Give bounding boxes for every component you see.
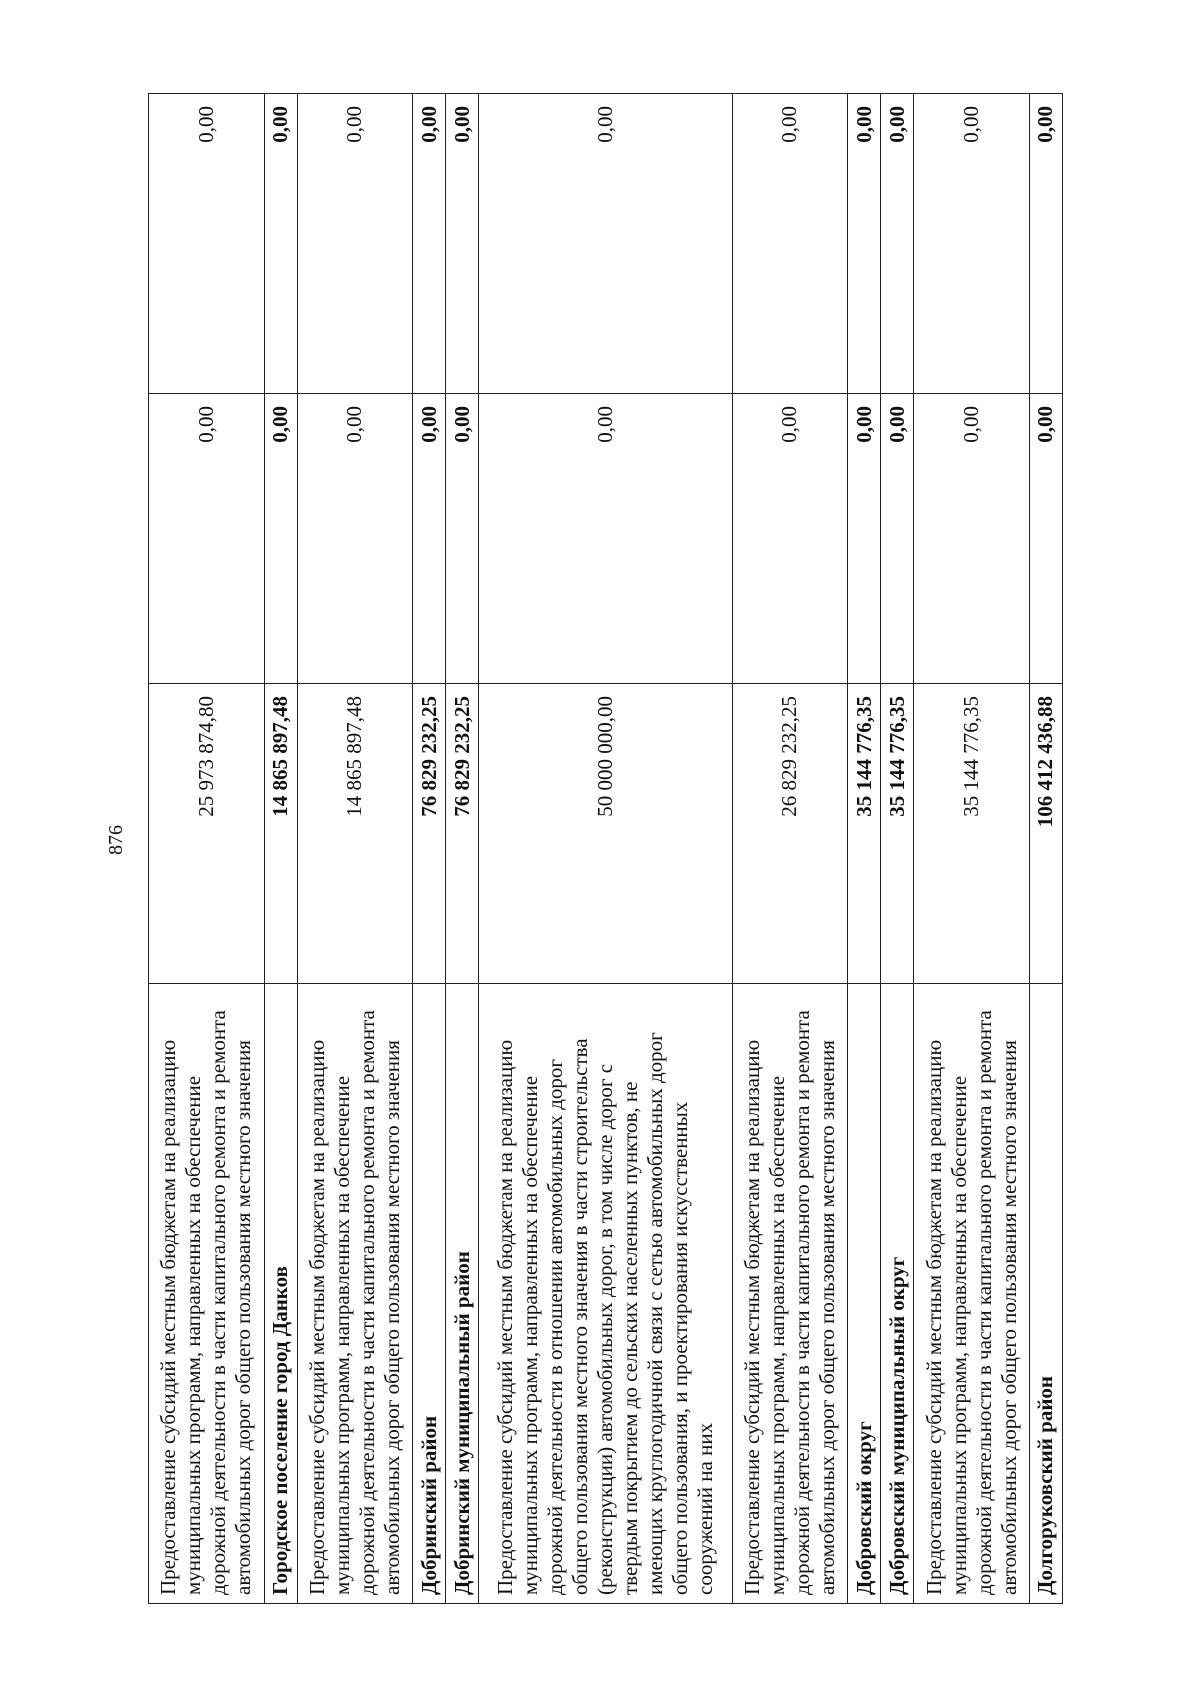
table-row: [297, 94, 413, 1604]
amount-cell-2: 0,00: [479, 394, 732, 684]
budget-table: [148, 93, 1063, 1604]
amount-cell-3: 0,00: [732, 94, 848, 394]
table-row: [149, 94, 265, 1604]
table-row: [848, 94, 881, 1604]
amount-cell-3: 0,00: [297, 94, 413, 394]
table-row: [446, 94, 479, 1604]
amount-cell-2: 0,00: [413, 394, 446, 684]
amount-cell-1: 106 412 436,88: [1029, 684, 1062, 984]
amount-cell-2: 0,00: [914, 394, 1030, 684]
amount-cell-1: 76 829 232,25: [446, 684, 479, 984]
row-name-cell: Добринский район: [413, 984, 446, 1604]
amount-cell-2: 0,00: [264, 394, 297, 684]
amount-cell-1: 35 144 776,35: [881, 684, 914, 984]
table-row: [413, 94, 446, 1604]
amount-cell-1: 14 865 897,48: [264, 684, 297, 984]
page-number: 876: [105, 825, 127, 855]
amount-cell-3: 0,00: [1029, 94, 1062, 394]
amount-cell-2: 0,00: [732, 394, 848, 684]
amount-cell-1: 35 144 776,35: [914, 684, 1030, 984]
amount-cell-3: 0,00: [914, 94, 1030, 394]
table-row: [732, 94, 848, 1604]
amount-cell-3: 0,00: [881, 94, 914, 394]
row-name-cell: Предоставление субсидий местным бюджетам на реализацию муниципальных программ, направленных на обеспечение дорожной деятельности в части капитального ремонта и ремонта автомобильных дорог общего пользования местного значения: [297, 984, 413, 1604]
amount-cell-3: 0,00: [149, 94, 265, 394]
amount-cell-2: 0,00: [1029, 394, 1062, 684]
amount-cell-1: 26 829 232,25: [732, 684, 848, 984]
amount-cell-2: 0,00: [149, 394, 265, 684]
amount-cell-1: 50 000 000,00: [479, 684, 732, 984]
amount-cell-3: 0,00: [479, 94, 732, 394]
row-name-cell: Предоставление субсидий местным бюджетам на реализацию муниципальных программ, направленных на обеспечение дорожной деятельности в части капитального ремонта и ремонта автомобильных дорог общего пользования местного значения: [149, 984, 265, 1604]
row-name-cell: Долгоруковский район: [1029, 984, 1062, 1604]
amount-cell-2: 0,00: [446, 394, 479, 684]
row-name-cell: Предоставление субсидий местным бюджетам на реализацию муниципальных программ, направленных на обеспечение дорожной деятельности в части капитального ремонта и ремонта автомобильных дорог общего пользования местного значения: [732, 984, 848, 1604]
row-name-cell: Предоставление субсидий местным бюджетам на реализацию муниципальных программ, направленных на обеспечение дорожной деятельности в части капитального ремонта и ремонта автомобильных дорог общего пользования местного значения: [914, 984, 1030, 1604]
amount-cell-3: 0,00: [264, 94, 297, 394]
amount-cell-3: 0,00: [446, 94, 479, 394]
table-row: [914, 94, 1030, 1604]
amount-cell-3: 0,00: [413, 94, 446, 394]
table-body: [149, 94, 1063, 1604]
amount-cell-2: 0,00: [848, 394, 881, 684]
amount-cell-2: 0,00: [297, 394, 413, 684]
row-name-cell: Городское поселение город Данков: [264, 984, 297, 1604]
table-row: [881, 94, 914, 1604]
table-container: [148, 94, 1063, 1604]
table-row: [479, 94, 732, 1604]
table-row: [264, 94, 297, 1604]
amount-cell-2: 0,00: [881, 394, 914, 684]
row-name-cell: Добровский округ: [848, 984, 881, 1604]
row-name-cell: Предоставление субсидий местным бюджетам на реализацию муниципальных программ, направленных на обеспечение дорожной деятельности в отношении автомобильных дорог общего пользования местного значения в части строительства (реконструкции) автомобильных дорог, в том числе дорог с твердым покрытием до сельских населенных пунктов, не имеющих круглогодичной связи с сетью автомобильных дорог общего пользования, и проектирования искусственных сооружений на них: [479, 984, 732, 1604]
amount-cell-1: 35 144 776,35: [848, 684, 881, 984]
amount-cell-1: 25 973 874,80: [149, 684, 265, 984]
amount-cell-1: 14 865 897,48: [297, 684, 413, 984]
row-name-cell: Добровский муниципальный округ: [881, 984, 914, 1604]
amount-cell-1: 76 829 232,25: [413, 684, 446, 984]
amount-cell-3: 0,00: [848, 94, 881, 394]
row-name-cell: Добринский муниципальный район: [446, 984, 479, 1604]
table-row: [1029, 94, 1062, 1604]
